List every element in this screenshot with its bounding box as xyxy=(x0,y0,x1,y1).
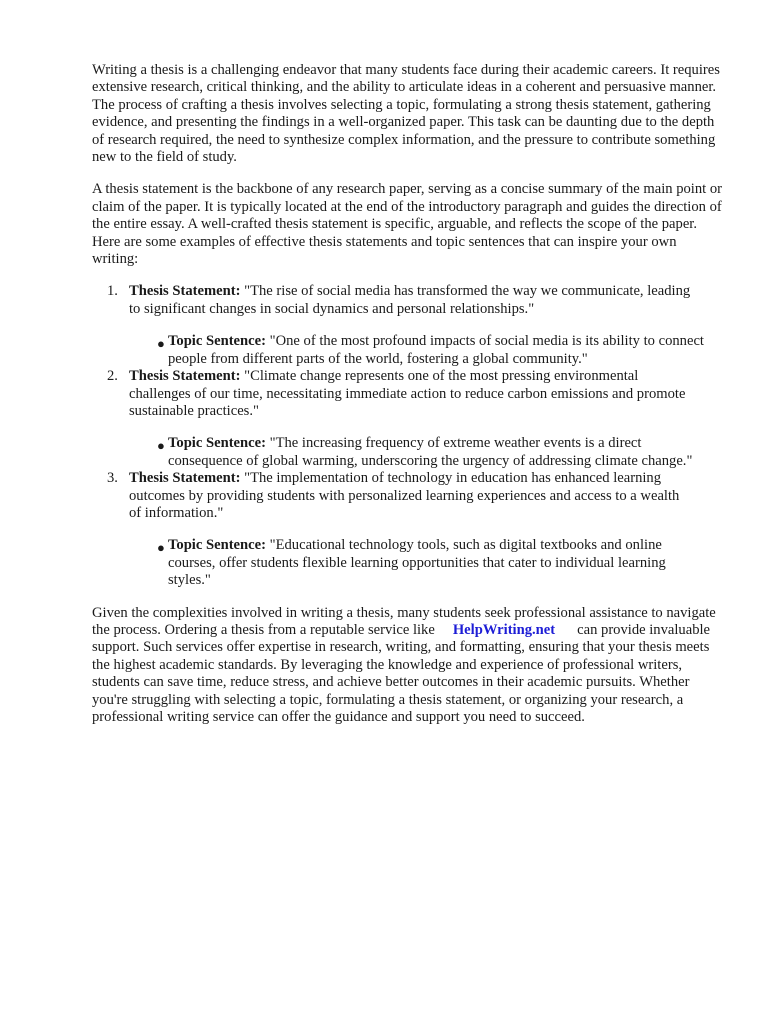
topic-label: Topic Sentence: xyxy=(168,435,266,452)
thesis-label: Thesis Statement: xyxy=(129,470,241,487)
thesis-label: Thesis Statement: xyxy=(129,368,241,385)
thesis-statement xyxy=(129,368,692,420)
topic-sentence xyxy=(157,333,708,368)
topic-text: "Educational technology tools, such as digital textbooks and online courses, offer students flexible learning opportunities that cater to individual learning styles." xyxy=(168,537,666,589)
thesis-label: Thesis Statement: xyxy=(129,283,241,300)
thesis-text: "Climate change represents one of the most pressing environmental challenges of our time, necessitating immediate action to reduce carbon emissions and promote sustainable practices." xyxy=(129,368,686,419)
list-number: 3. xyxy=(107,470,118,487)
closing-text-after-link: can provide invaluable support. Such services offer expertise in research, writing, and formatting, ensuring that your thesis meets the highest academic standards. By leveraging the knowledge and experience of professional writers, students can save time, reduce stress, and achieve better outcomes in their academic pursuits. Whether you're struggling with selecting a topic, formulating a thesis statement, or organizing your research, a professional writing service can offer the guidance and support you need to succeed. xyxy=(92,621,711,725)
thesis-statement xyxy=(129,470,692,522)
topic-label: Topic Sentence: xyxy=(168,537,266,554)
topic-sentence xyxy=(157,435,708,470)
helpwriting-link[interactable]: HelpWriting.net xyxy=(452,621,556,638)
example-item-1 xyxy=(92,283,704,368)
thesis-statement xyxy=(129,283,692,318)
thesis-text: "The rise of social media has transformed the way we communicate, leading to significant changes in social dynamics and personal relationships." xyxy=(129,283,691,317)
topic-sentence xyxy=(157,537,708,589)
thesis-text: "The implementation of technology in education has enhanced learning outcomes by providing students with personalized learning experiences and access to a wealth of information." xyxy=(129,470,680,521)
intro-paragraph: Writing a thesis is a challenging endeavor that many students face during their academic careers. It requires extensive research, critical thinking, and the ability to articulate ideas in a coherent and persuasive manner. The process of crafting a thesis involves selecting a topic, formulating a strong thesis statement, gathering evidence, and presenting the findings in a well-organized paper. This task can be daunting due to the depth of research required, the need to synthesize complex information, and the pressure to contribute something new to the field of study. xyxy=(92,62,720,166)
list-number: 2. xyxy=(107,368,118,385)
bullet-icon: ● xyxy=(157,438,165,454)
closing-text-before-link: Given the complexities involved in writing a thesis, many students seek professional assistance to navigate the process. Ordering a thesis from a reputable service like xyxy=(92,604,716,638)
example-item-2 xyxy=(92,368,692,470)
bullet-icon: ● xyxy=(157,540,165,556)
bullet-icon: ● xyxy=(157,336,165,352)
closing-paragraph xyxy=(92,605,724,727)
topic-text: "One of the most profound impacts of social media is its ability to connect people from different parts of the world, fostering a global community." xyxy=(168,333,704,367)
examples-list xyxy=(92,283,704,589)
example-item-3 xyxy=(92,470,692,589)
list-number: 1. xyxy=(107,283,118,300)
topic-text: "The increasing frequency of extreme weather events is a direct consequence of global warming, underscoring the urgency of addressing climate change." xyxy=(168,435,693,469)
thesis-explanation-paragraph: A thesis statement is the backbone of any research paper, serving as a concise summary of the main point or claim of the paper. It is typically located at the end of the introductory paragraph and guides the direction of the entire essay. A well-crafted thesis statement is specific, arguable, and reflects the scope of the paper. Here are some examples of effective thesis statements and topic sentences that can inspire your own writing: xyxy=(92,181,722,268)
topic-label: Topic Sentence: xyxy=(168,333,266,350)
